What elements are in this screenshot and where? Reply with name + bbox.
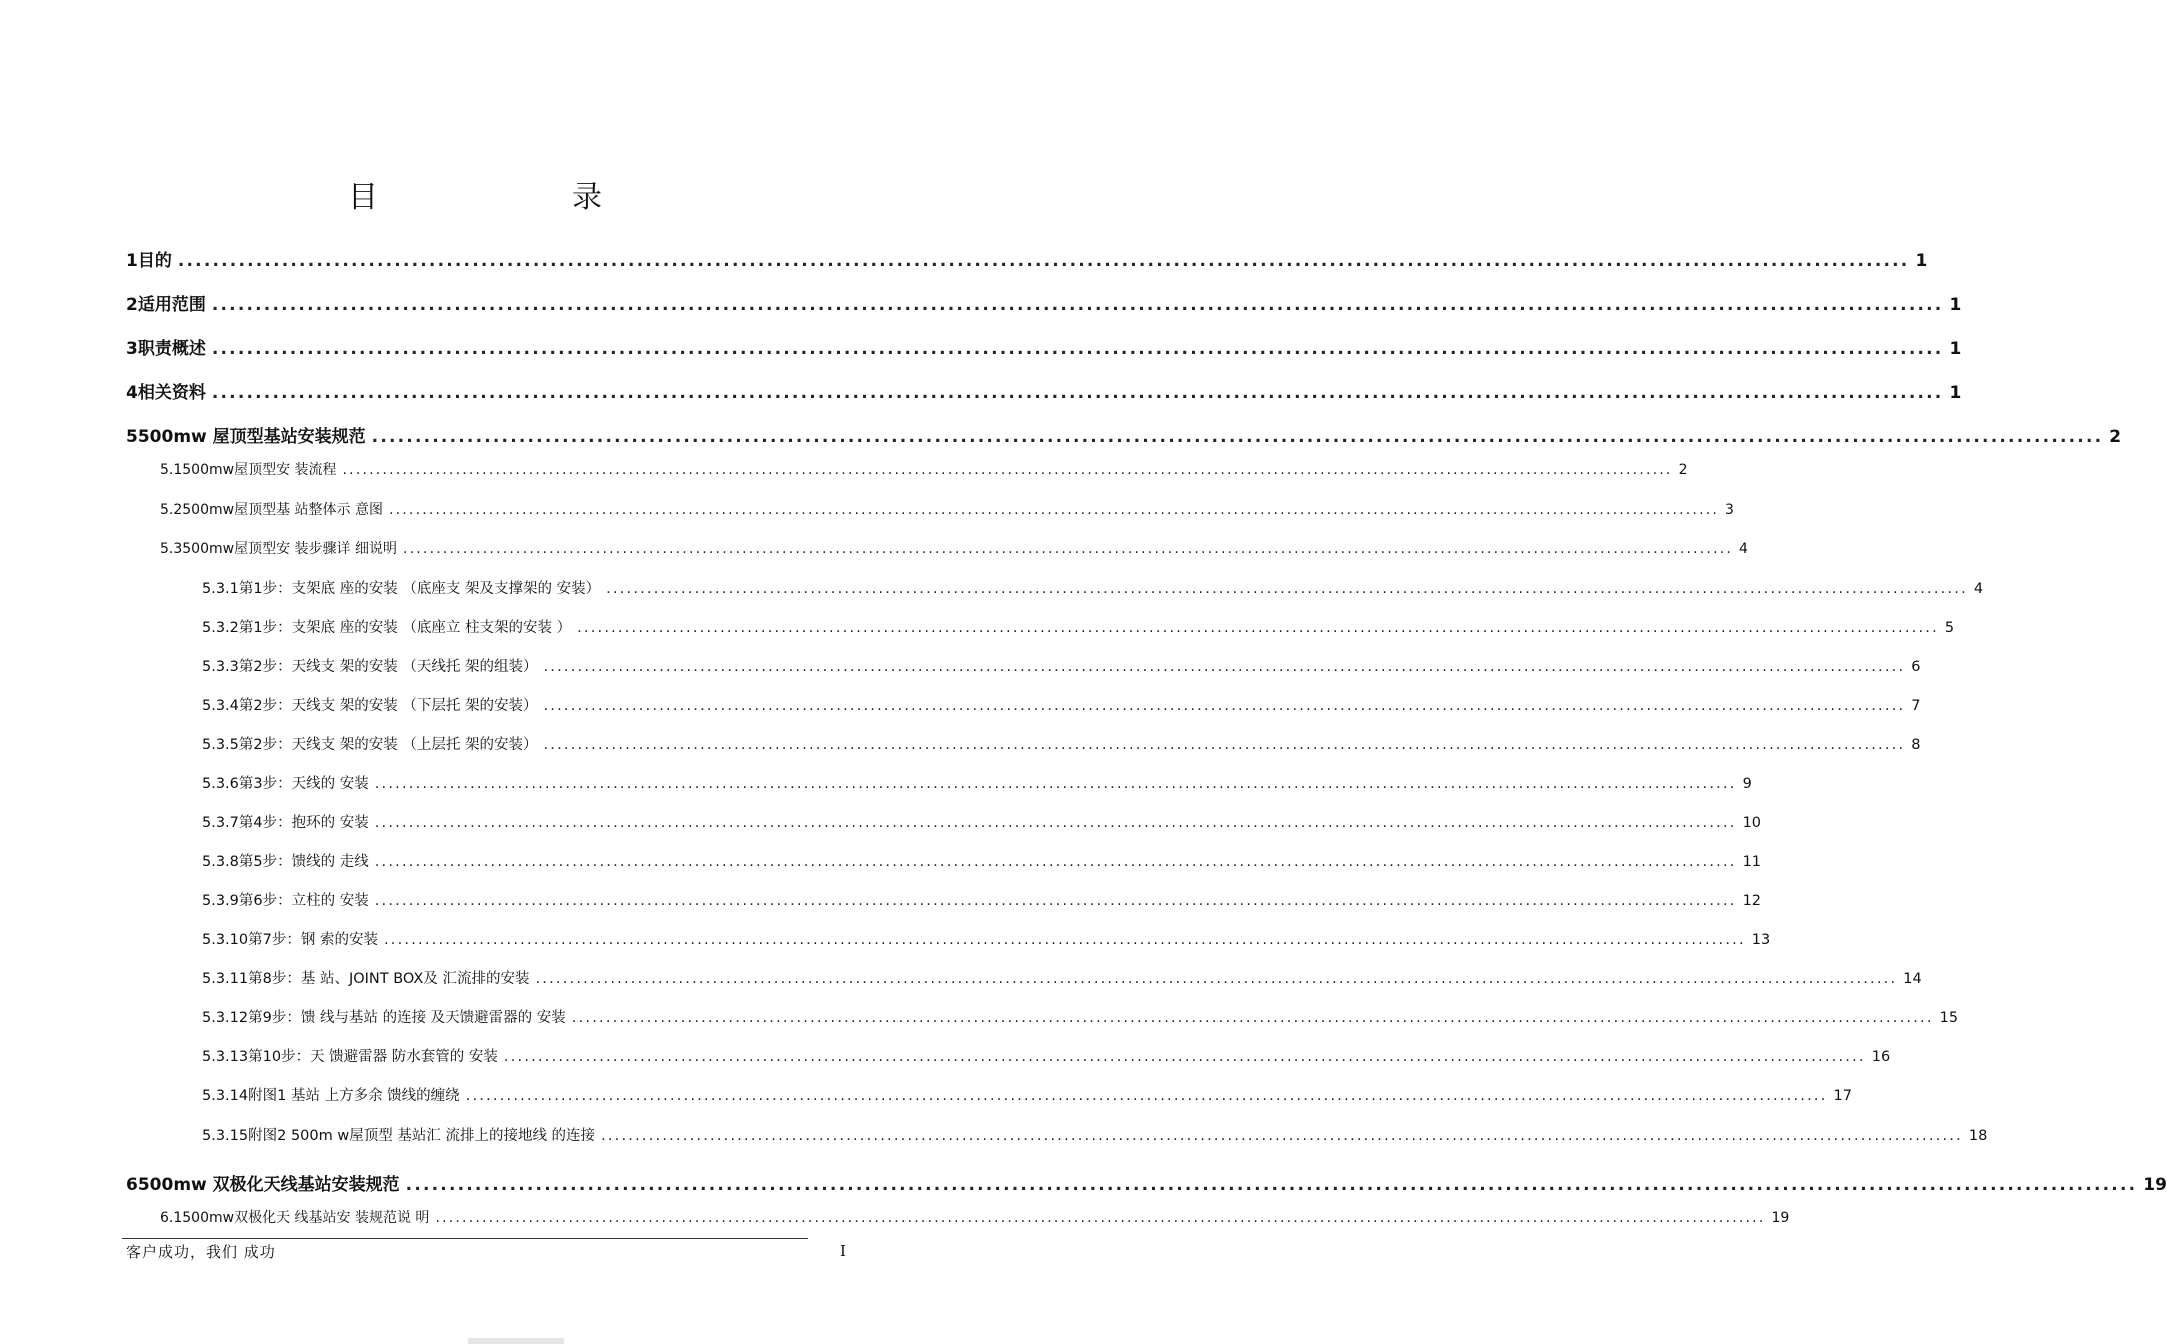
toc-leader: ........................................................................................................................................................................................................ — [388, 502, 1720, 518]
toc-entry-6-1[interactable] — [160, 1207, 1790, 1227]
toc-number: 6 — [126, 1175, 138, 1195]
toc-entry-4[interactable] — [126, 378, 1962, 403]
toc-page: 8 — [1911, 737, 1921, 753]
toc-number: 5.3.2 — [202, 620, 239, 636]
toc-entry-5-3[interactable] — [160, 538, 1748, 558]
toc-title: 附图1 基站 上方多余 馈线的缠绕 — [248, 1088, 460, 1104]
toc-leader: ........................................................................................................................................................................................................ — [543, 737, 1906, 753]
toc-title: 第4步：抱环的 安装 — [238, 815, 369, 831]
toc-entry-5[interactable] — [126, 422, 2122, 447]
toc-leader: ........................................................................................................................................................................................................ — [211, 383, 1944, 403]
toc-title: 500mw双极化天 线基站安 装规范说 明 — [182, 1210, 430, 1226]
toc-title: 第5步：馈线的 走线 — [238, 854, 369, 870]
toc-entry-5-3-4[interactable] — [202, 694, 1921, 715]
toc-number: 3 — [126, 339, 138, 359]
toc-title: 500mw屋顶型安 装步骤详 细说明 — [182, 541, 397, 557]
toc-entry-5-3-13[interactable] — [202, 1045, 1891, 1066]
toc-page: 16 — [1871, 1049, 1891, 1065]
toc-number: 5.3.10 — [202, 932, 249, 948]
toc-page: 15 — [1939, 1010, 1959, 1026]
toc-page: 7 — [1911, 698, 1921, 714]
toc-page: 6 — [1911, 659, 1921, 675]
toc-leader: ........................................................................................................................................................................................................ — [543, 698, 1906, 714]
toc-entry-5-3-7[interactable] — [202, 811, 1762, 832]
toc-title: 500mw 双极化天线基站安装规范 — [137, 1175, 400, 1195]
toc-title: 500mw屋顶型基 站整体示 意图 — [182, 502, 383, 518]
toc-leader: ........................................................................................................................................................................................................ — [571, 1010, 1934, 1026]
toc-entry-5-1[interactable] — [160, 459, 1688, 479]
toc-page: 1 — [1949, 383, 1962, 403]
toc-number: 5.3.14 — [202, 1088, 249, 1104]
toc-leader: ........................................................................................................................................................................................................ — [383, 932, 1746, 948]
toc-title: 第2步：天线支 架的安装 （上层托 架的安装） — [238, 737, 538, 753]
toc-leader: ........................................................................................................................................................................................................ — [211, 295, 1944, 315]
toc-page: 4 — [1973, 581, 1984, 597]
toc-title: 适用范围 — [137, 295, 206, 315]
toc-entry-2[interactable] — [126, 290, 1962, 315]
toc-leader: ........................................................................................................................................................................................................ — [342, 462, 1673, 478]
toc-entry-1[interactable] — [126, 246, 1928, 271]
toc-page: 3 — [1725, 502, 1734, 518]
page-bottom-edge — [468, 1338, 564, 1344]
toc-entry-5-3-3[interactable] — [202, 655, 1921, 676]
toc-entry-6[interactable] — [126, 1170, 2167, 1195]
toc-number: 5.3.13 — [202, 1049, 249, 1065]
toc-number: 5.3.7 — [202, 815, 239, 831]
toc-page: 18 — [1968, 1128, 1988, 1144]
toc-page: 2 — [1678, 462, 1688, 478]
toc-entry-5-3-14[interactable] — [202, 1084, 1852, 1105]
toc-page: 14 — [1903, 971, 1922, 987]
footer-divider — [122, 1238, 808, 1239]
toc-leader: ........................................................................................................................................................................................................ — [177, 251, 1910, 271]
toc-number: 5.1 — [160, 462, 183, 478]
toc-number: 5.3.5 — [202, 737, 239, 753]
toc-page: 19 — [1771, 1210, 1790, 1226]
toc-page: 1 — [1949, 295, 1962, 315]
toc-title: 第3步：天线的 安装 — [238, 776, 369, 792]
toc-leader: ........................................................................................................................................................................................................ — [606, 581, 1968, 597]
toc-number: 5.3.8 — [202, 854, 239, 870]
toc-number: 5.3.6 — [202, 776, 239, 792]
page-title: 目 录 — [348, 180, 684, 215]
toc-leader: ........................................................................................................................................................................................................ — [601, 1128, 1963, 1144]
toc-entry-5-3-1[interactable] — [202, 577, 1984, 598]
toc-title: 第1步：支架底 座的安装 （底座立 柱支架的安装 ） — [238, 620, 572, 636]
toc-leader: ........................................................................................................................................................................................................ — [371, 427, 2104, 447]
toc-page: 4 — [1739, 541, 1748, 557]
toc-leader: ........................................................................................................................................................................................................ — [503, 1049, 1866, 1065]
toc-entry-5-3-6[interactable] — [202, 772, 1752, 793]
toc-number: 4 — [126, 383, 138, 403]
toc-entry-5-3-15[interactable] — [202, 1124, 1988, 1145]
toc-entry-5-3-12[interactable] — [202, 1006, 1959, 1027]
toc-leader: ........................................................................................................................................................................................................ — [577, 620, 1939, 636]
toc-number: 5.3.11 — [202, 971, 249, 987]
toc-number: 5.3.12 — [202, 1010, 249, 1026]
toc-leader: ........................................................................................................................................................................................................ — [374, 776, 1737, 792]
toc-number: 6.1 — [160, 1210, 183, 1226]
toc-title: 第2步：天线支 架的安装 （下层托 架的安装） — [238, 698, 538, 714]
toc-title: 第10步：天 馈避雷器 防水套管的 安装 — [248, 1049, 498, 1065]
toc-number: 1 — [126, 251, 138, 271]
toc-entry-5-3-11[interactable] — [202, 967, 1922, 988]
toc-leader: ........................................................................................................................................................................................................ — [402, 541, 1734, 557]
toc-title: 附图2 500m w屋顶型 基站汇 流排上的接地线 的连接 — [248, 1128, 596, 1144]
toc-leader: ........................................................................................................................................................................................................ — [465, 1088, 1828, 1104]
toc-page: 12 — [1742, 893, 1762, 909]
toc-number: 5.3.9 — [202, 893, 239, 909]
toc-title: 第2步：天线支 架的安装 （天线托 架的组装） — [238, 659, 538, 675]
toc-title: 第9步：馈 线与基站 的连接 及天馈避雷器的 安装 — [248, 1010, 566, 1026]
toc-page: 13 — [1751, 932, 1771, 948]
toc-leader: ........................................................................................................................................................................................................ — [374, 893, 1737, 909]
toc-entry-5-3-9[interactable] — [202, 889, 1762, 910]
toc-leader: ........................................................................................................................................................................................................ — [374, 854, 1737, 870]
toc-entry-3[interactable] — [126, 334, 1962, 359]
toc-number: 5.3.4 — [202, 698, 239, 714]
footer-page-number: I — [840, 1242, 846, 1260]
toc-page: 19 — [2143, 1175, 2167, 1195]
toc-leader: ........................................................................................................................................................................................................ — [543, 659, 1906, 675]
toc-number: 5.2 — [160, 502, 183, 518]
toc-title: 500mw屋顶型安 装流程 — [182, 462, 337, 478]
toc-page: 17 — [1833, 1088, 1852, 1104]
toc-number: 5 — [126, 427, 138, 447]
toc-entry-5-3-5[interactable] — [202, 733, 1921, 754]
toc-title: 第1步：支架底 座的安装 （底座支 架及支撑架的 安装） — [238, 581, 601, 597]
toc-entry-5-3-8[interactable] — [202, 850, 1762, 871]
toc-title: 第6步：立柱的 安装 — [238, 893, 369, 909]
toc-number: 5.3.3 — [202, 659, 239, 675]
toc-number: 5.3.15 — [202, 1128, 249, 1144]
toc-leader: ........................................................................................................................................................................................................ — [435, 1210, 1766, 1226]
toc-number: 5.3.1 — [202, 581, 239, 597]
toc-number: 2 — [126, 295, 138, 315]
toc-title: 职责概述 — [137, 339, 206, 359]
toc-title: 第7步：钢 索的安装 — [248, 932, 378, 948]
toc-page: 1 — [1915, 251, 1928, 271]
toc-number: 5.3 — [160, 541, 183, 557]
toc-entry-5-3-10[interactable] — [202, 928, 1771, 949]
toc-title: 目的 — [137, 251, 172, 271]
toc-page: 2 — [2109, 427, 2122, 447]
toc-title: 相关资料 — [137, 383, 206, 403]
toc-page: 1 — [1949, 339, 1962, 359]
toc-title: 第8步：基 站、JOINT BOX及 汇流排的安装 — [248, 971, 530, 987]
toc-entry-5-2[interactable] — [160, 499, 1734, 519]
toc-leader: ........................................................................................................................................................................................................ — [211, 339, 1944, 359]
toc-page: 9 — [1742, 776, 1752, 792]
toc-page: 5 — [1944, 620, 1955, 636]
footer-slogan: 客户成功，我们 成功 — [126, 1243, 276, 1261]
toc-leader: ........................................................................................................................................................................................................ — [374, 815, 1737, 831]
toc-leader: ........................................................................................................................................................................................................ — [405, 1175, 2138, 1195]
toc-title: 500mw 屋顶型基站安装规范 — [137, 427, 366, 447]
toc-entry-5-3-2[interactable] — [202, 616, 1955, 637]
toc-page: 11 — [1742, 854, 1762, 870]
toc-page: 10 — [1742, 815, 1762, 831]
toc-leader: ........................................................................................................................................................................................................ — [535, 971, 1898, 987]
